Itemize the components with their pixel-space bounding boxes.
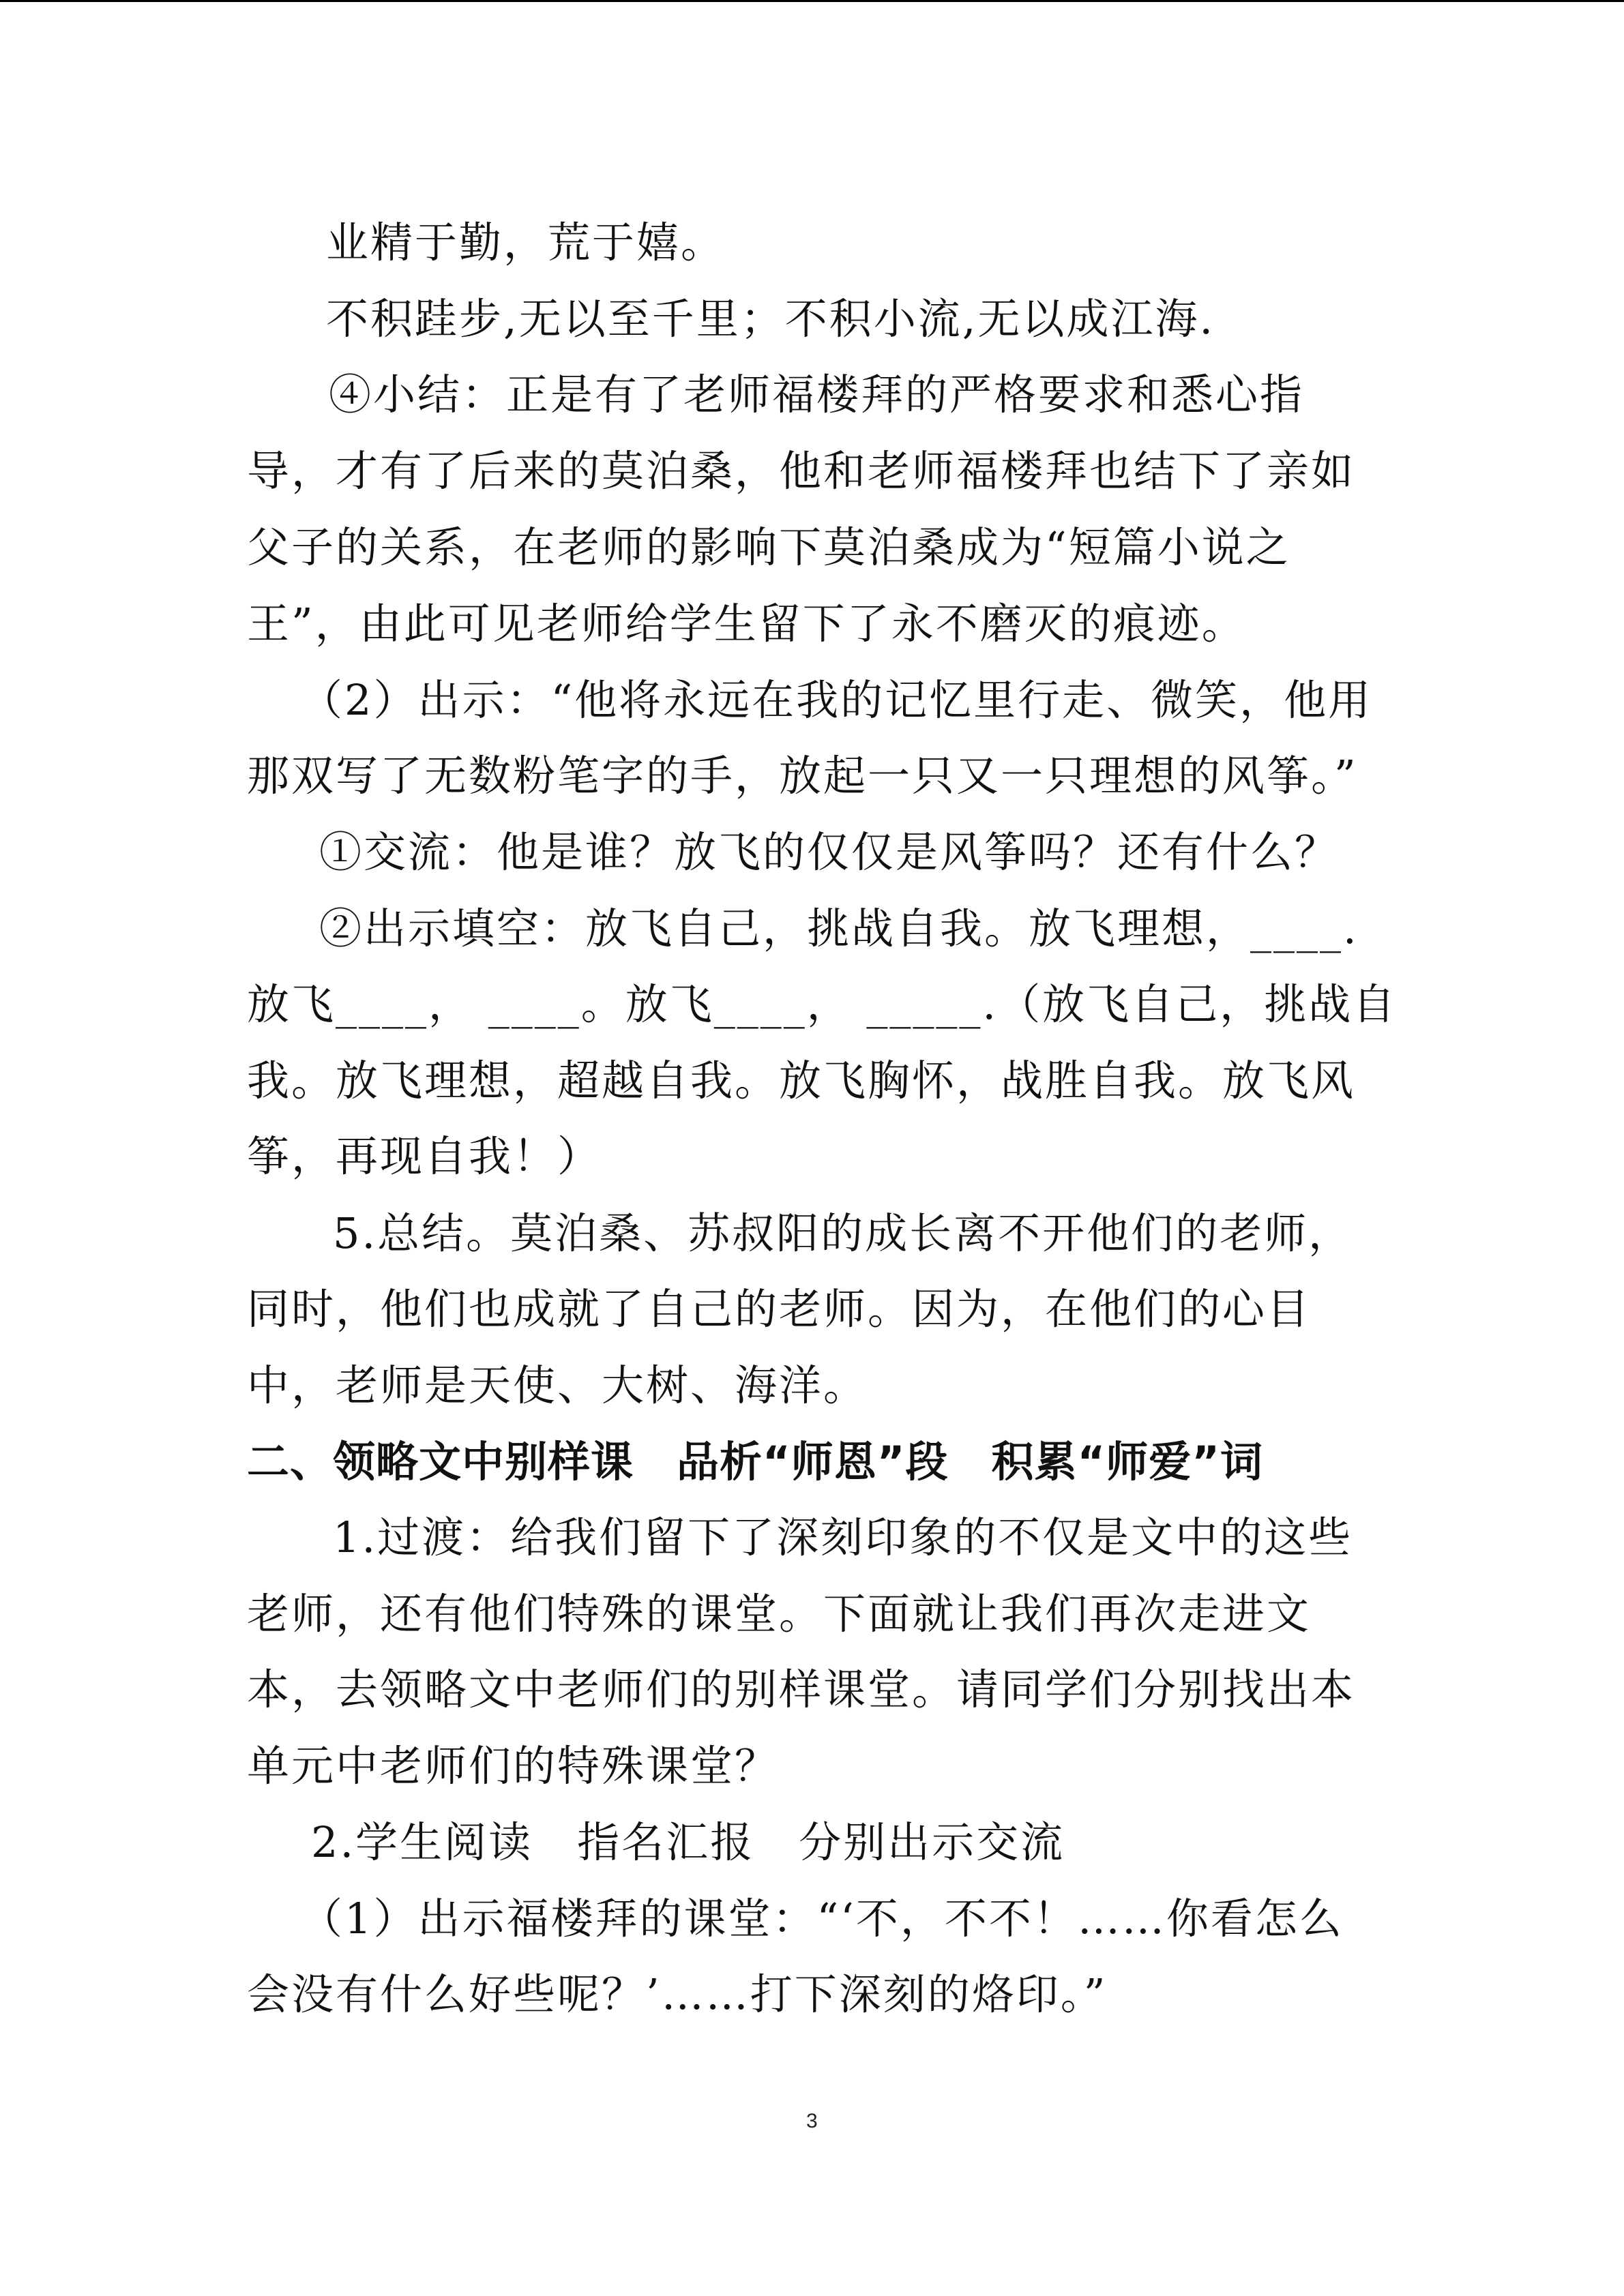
text-line: 父子的关系，在老师的影响下莫泊桑成为“短篇小说之 bbox=[247, 522, 1290, 572]
text-line: 导，才有了后来的莫泊桑，他和老师福楼拜也结下了亲如 bbox=[247, 446, 1356, 496]
page-number: 3 bbox=[806, 2110, 818, 2132]
text-line: 筝，再现自我！） bbox=[247, 1131, 602, 1181]
text-line: ④小结：正是有了老师福楼拜的严格要求和悉心指 bbox=[329, 370, 1305, 419]
text-line: 2.学生阅读 指名汇报 分别出示交流 bbox=[311, 1817, 1065, 1867]
text-line: ①交流：他是谁？放飞的仅仅是风筝吗？还有什么？ bbox=[319, 827, 1340, 877]
text-line: ②出示填空：放飞自己，挑战自我。放飞理想，____. bbox=[319, 904, 1359, 953]
text-line: 放飞____， ____。放飞____， _____.（放飞自己，挑战自 bbox=[247, 979, 1398, 1029]
text-line: 1.过渡：给我们留下了深刻印象的不仅是文中的这些 bbox=[333, 1512, 1353, 1562]
text-line: 我。放飞理想，超越自我。放飞胸怀，战胜自我。放飞风 bbox=[247, 1056, 1356, 1105]
text-line: 业精于勤，荒于嬉。 bbox=[326, 218, 726, 267]
text-line: 单元中老师们的特殊课堂？ bbox=[247, 1741, 780, 1791]
text-line: 5.总结。莫泊桑、苏叔阳的成长离不开他们的老师， bbox=[333, 1208, 1353, 1258]
text-line: （2）出示：“他将永远在我的记忆里行走、微笑，他用 bbox=[300, 675, 1373, 725]
text-line: 老师，还有他们特殊的课堂。下面就让我们再次走进文 bbox=[247, 1589, 1312, 1639]
text-line: 王”，由此可见老师给学生留下了永不磨灭的痕迹。 bbox=[247, 599, 1246, 648]
text-line: 本，去领略文中老师们的别样课堂。请同学们分别找出本 bbox=[247, 1665, 1356, 1714]
text-line: （1）出示福楼拜的课堂：“‘不，不不！……你看怎么 bbox=[300, 1894, 1344, 1943]
section-heading: 二、领略文中别样课 品析“师恩”段 积累“师爱”词 bbox=[247, 1437, 1263, 1487]
text-line: 不积跬步,无以至千里；不积小流,无以成江海. bbox=[326, 294, 1215, 344]
text-line: 同时，他们也成就了自己的老师。因为，在他们的心目 bbox=[247, 1284, 1312, 1334]
text-line: 会没有什么好些呢？’……打下深刻的烙印。” bbox=[247, 1969, 1108, 2019]
text-line: 中，老师是天使、大树、海洋。 bbox=[247, 1360, 868, 1410]
text-line: 那双写了无数粉笔字的手，放起一只又一只理想的风筝。” bbox=[247, 751, 1358, 801]
